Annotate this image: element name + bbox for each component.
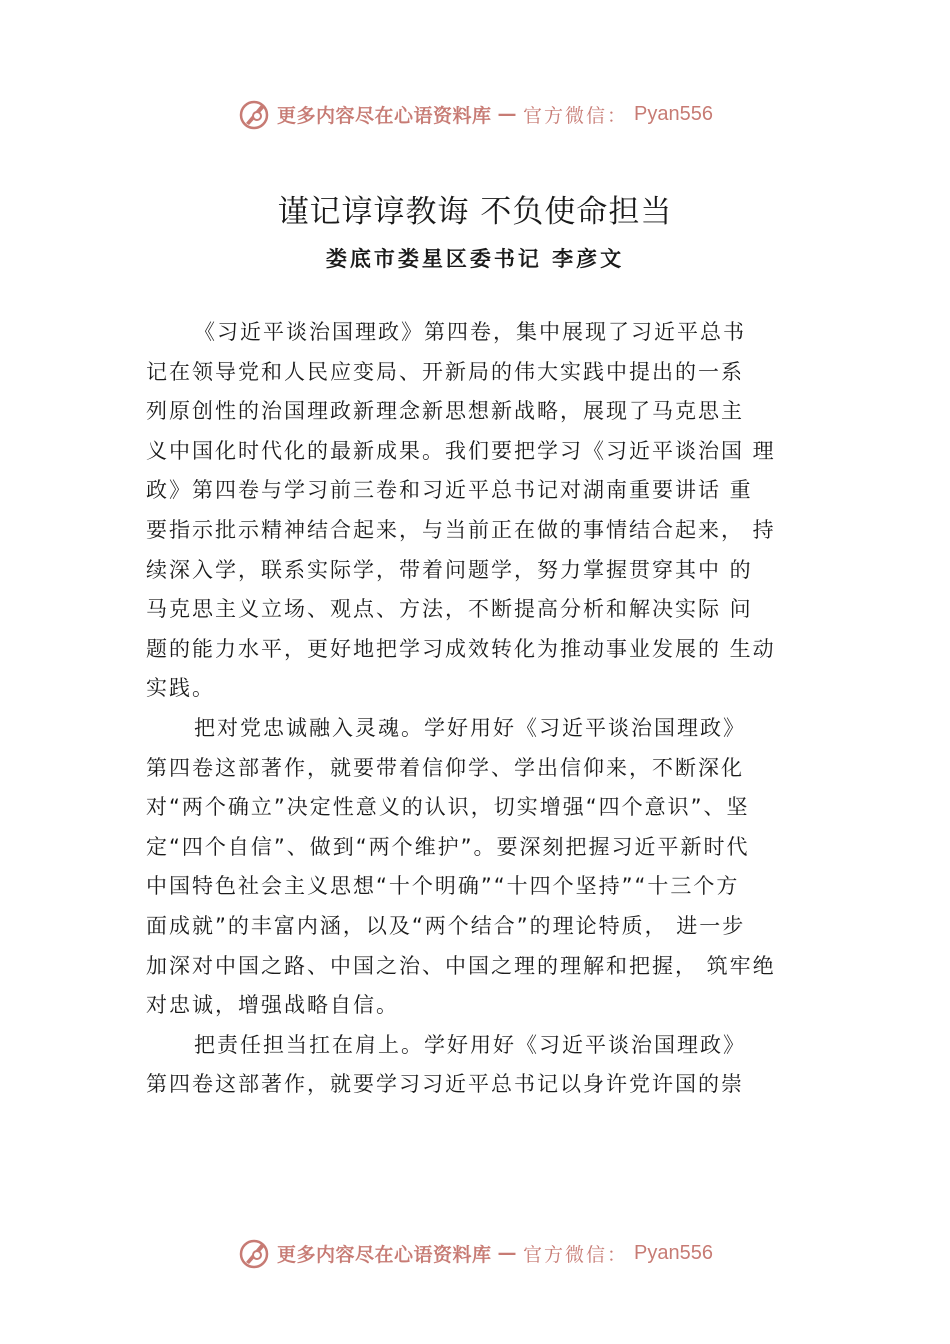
document-title: 谨记谆谆教诲 不负使命担当 — [277, 194, 673, 230]
banner-wechat-label: 官方微信： — [523, 1243, 629, 1266]
text-line: 对“两个确立”决定性意义的认识，切实增强“四个意识”、坚 — [146, 795, 750, 820]
text-line: 定“四个自信”、做到“两个维护”。要深刻把握习近平新时代 — [146, 834, 750, 859]
text-line: 马克思主义立场、观点、方法，不断提高分析和解决实际 问 — [146, 597, 753, 622]
footer-banner — [0, 1233, 950, 1273]
banner-text: 更多内容尽在心语资料库 — [277, 1243, 492, 1266]
text-line: 续深入学，联系实际学，带着问题学，努力掌握贯穿其中 的 — [146, 557, 753, 582]
pen-circle-icon — [237, 97, 271, 131]
header-banner — [0, 94, 950, 134]
text-line: 加深对中国之路、中国之治、中国之理的理解和把握， 筑牢绝 — [146, 953, 776, 978]
pen-circle-icon — [237, 1236, 271, 1270]
text-line: 题的能力水平，更好地把学习成效转化为推动事业发展的 生动 — [146, 636, 776, 661]
banner-wechat-id: Pyan556 — [634, 102, 713, 125]
document-author: 娄底市娄星区委书记 李彦文 — [325, 246, 625, 271]
text-line: 中国特色社会主义思想“十个明确”“十四个坚持”“十三个方 — [146, 874, 740, 899]
text-line: 对忠诚，增强战略自信。 — [146, 993, 399, 1018]
text-line: 第四卷这部著作，就要学习习近平总书记以身许党许国的崇 — [146, 1072, 744, 1097]
banner-dash: — — [497, 1242, 518, 1264]
text-line: 列原创性的治国理政新理念新思想新战略，展现了马克思主 — [146, 399, 744, 424]
text-line: 记在领导党和人民应变局、开新局的伟大实践中提出的一系 — [146, 359, 744, 384]
text-line: 面成就”的丰富内涵，以及“两个结合”的理论特质， 进一步 — [146, 913, 746, 938]
banner-text: 更多内容尽在心语资料库 — [277, 104, 492, 127]
text-line: 要指示批示精神结合起来，与当前正在做的事情结合起来， 持 — [146, 517, 776, 542]
text-line: 第四卷这部著作，就要带着信仰学、学出信仰来，不断深化 — [146, 755, 744, 780]
text-line: 把责任担当扛在肩上。学好用好《习近平谈治国理政》 — [194, 1032, 746, 1057]
banner-dash: — — [497, 103, 518, 125]
banner-wechat-label: 官方微信： — [523, 104, 629, 127]
text-line: 实践。 — [146, 676, 215, 701]
text-line: 把对党忠诚融入灵魂。学好用好《习近平谈治国理政》 — [194, 715, 746, 740]
document-body — [146, 313, 836, 1105]
banner-wechat-id: Pyan556 — [634, 1241, 713, 1264]
text-line: 政》第四卷与学习前三卷和习近平总书记对湖南重要讲话 重 — [146, 478, 753, 503]
text-line: 《习近平谈治国理政》第四卷，集中展现了习近平总书 — [194, 320, 746, 344]
text-line: 义中国化时代化的最新成果。我们要把学习《习近平谈治国 理 — [146, 438, 776, 463]
